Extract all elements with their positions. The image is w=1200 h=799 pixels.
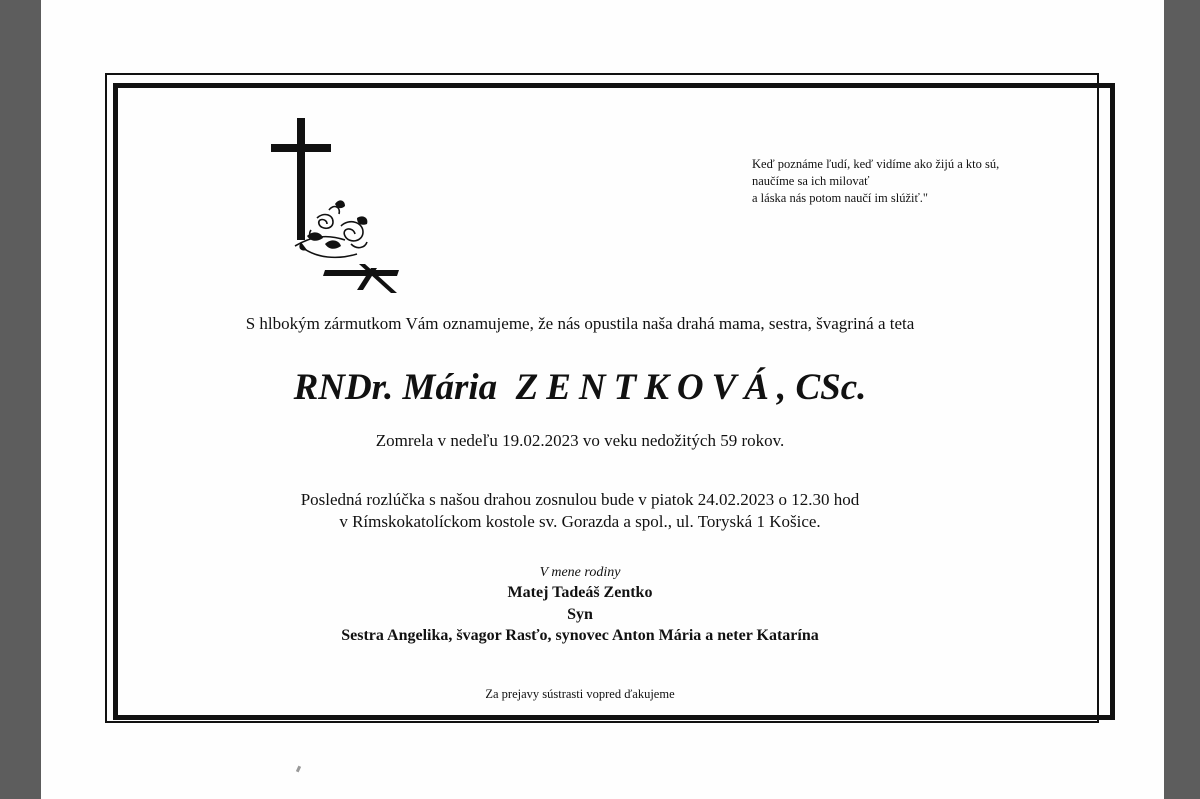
quote-block (752, 156, 1082, 207)
quote-line: naučíme sa ich milovať (752, 174, 870, 188)
family-intro: V mene rodiny (539, 565, 621, 580)
name-prefix: RNDr. Mária (293, 367, 498, 408)
family-line: Syn (567, 606, 593, 623)
quote-line: Keď poznáme ľudí, keď vidíme ako žijú a kto sú, (752, 157, 1000, 171)
farewell-line: Posledná rozlúčka s našou drahou zosnulou bude v piatok 24.02.2023 o 12.30 hod (300, 490, 860, 509)
thanks-note: Za prejavy sústrasti vopred ďakujeme (485, 687, 675, 701)
death-date: Zomrela v nedeľu 19.02.2023 vo veku nedožitých 59 rokov. (375, 431, 785, 450)
farewell-line: v Rímskokatolíckom kostole sv. Gorazda a spol., ul. Toryská 1 Košice. (339, 512, 821, 531)
quote-line: a láska nás potom naučí im slúžiť." (752, 191, 929, 205)
deceased-name (0, 366, 1160, 409)
cross-with-roses-icon (267, 118, 407, 298)
name-suffix: , CSc. (776, 367, 867, 408)
family-line: Sestra Angelika, švagor Rasťo, synovec Anton Mária a neter Katarína (341, 627, 819, 644)
farewell-info (0, 489, 1160, 533)
name-surname: ZENTKOVÁ (515, 367, 777, 408)
family-line: Matej Tadeáš Zentko (507, 584, 653, 601)
announcement: S hlbokým zármutkom Vám oznamujeme, že nás opustila naša drahá mama, sestra, švagriná a teta (245, 314, 915, 333)
